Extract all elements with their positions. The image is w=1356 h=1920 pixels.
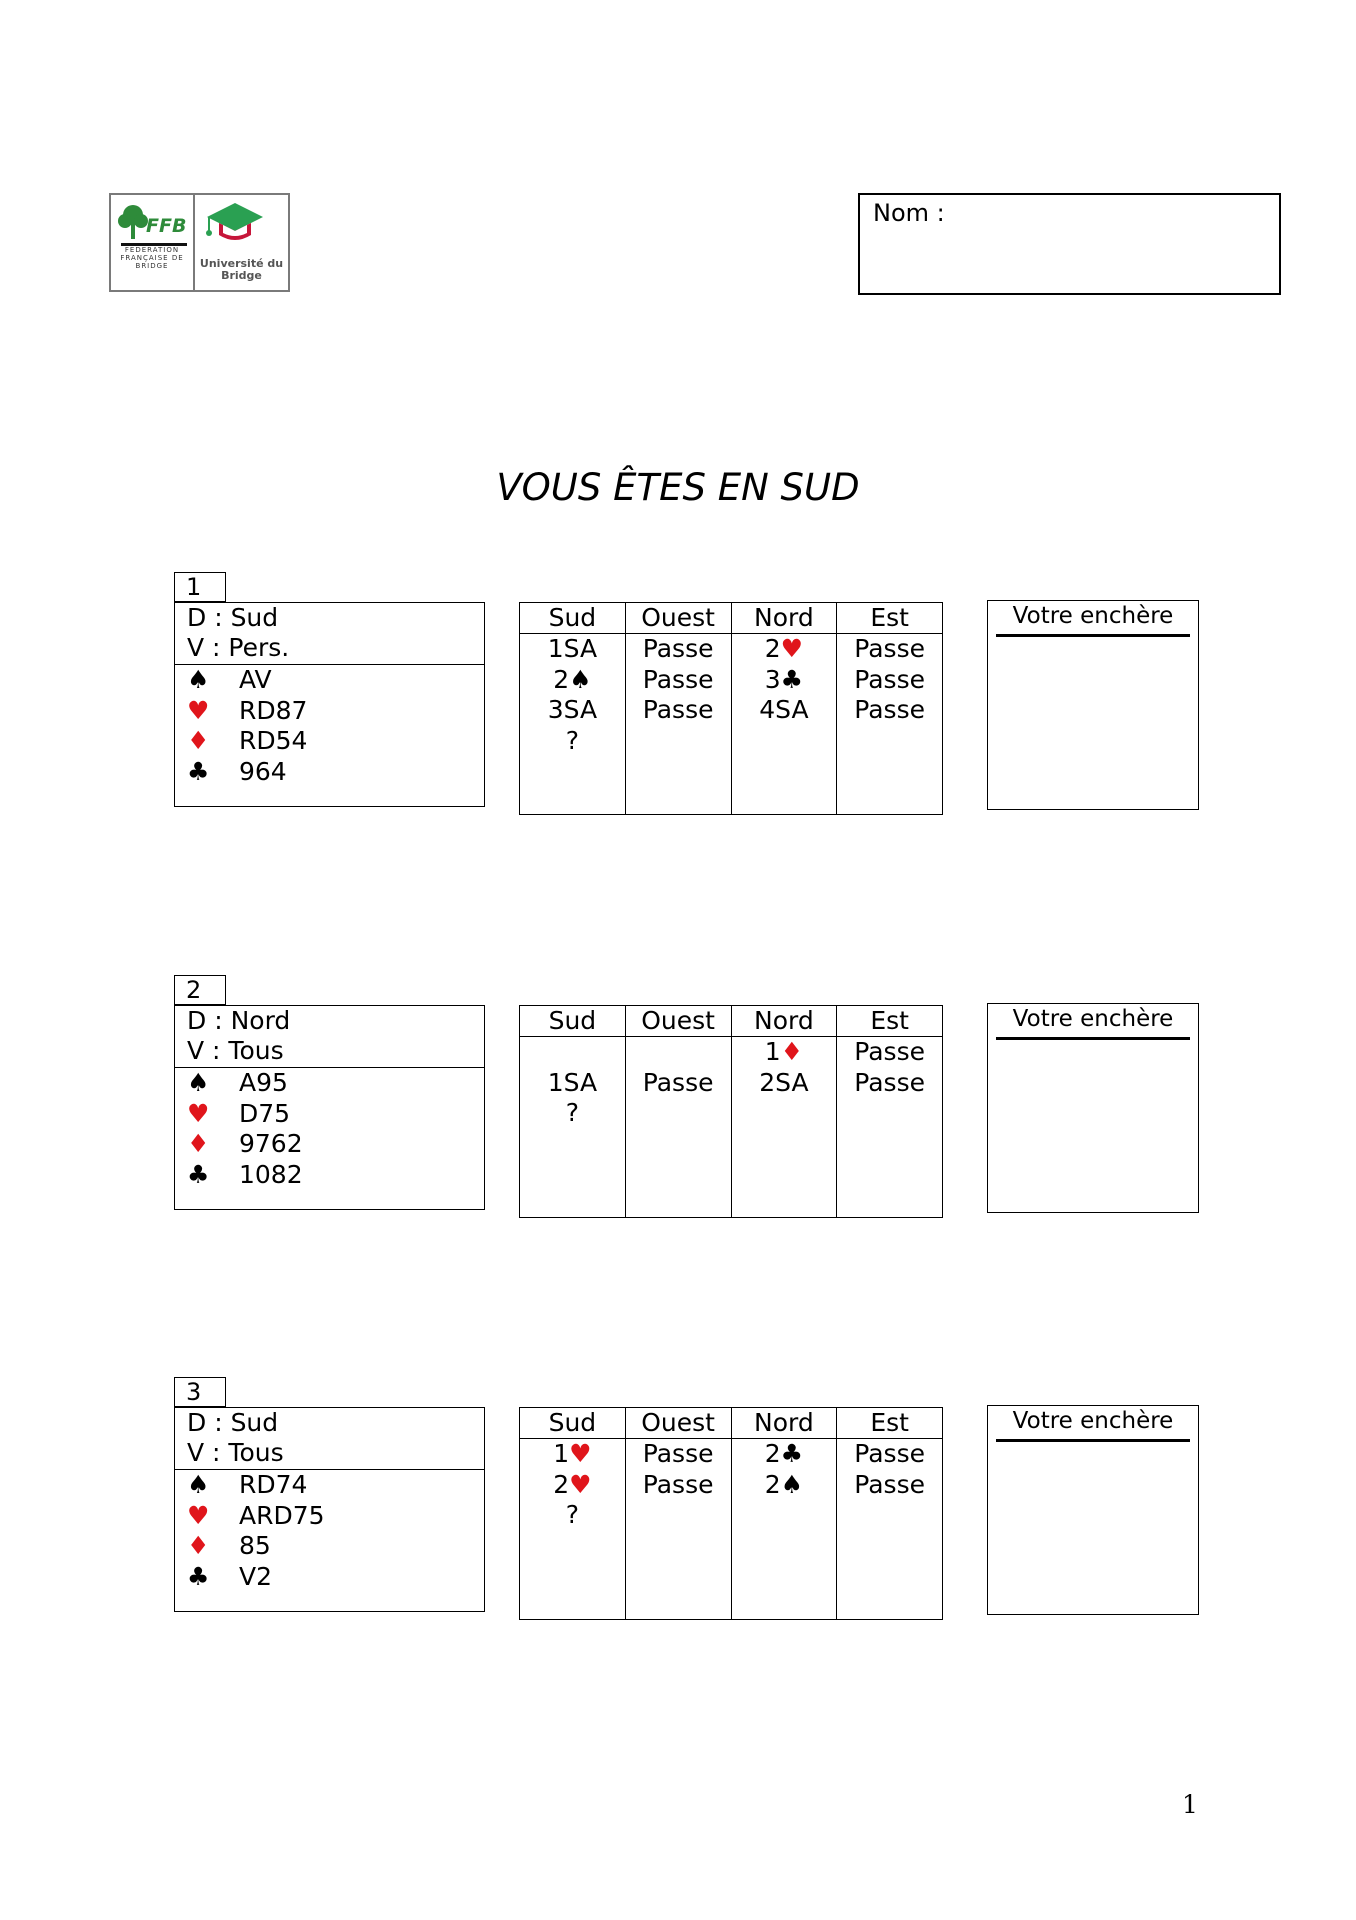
red-suit-icon: ♥ (569, 1439, 592, 1468)
bid-header: Nord (732, 1408, 837, 1439)
red-suit-icon: ♥ (569, 1469, 592, 1499)
bid-header: Nord (732, 603, 837, 634)
diamonds-row (187, 1129, 484, 1160)
answer-box[interactable] (987, 1003, 1199, 1213)
bid-column-ouest (626, 1006, 732, 1217)
bid-cell (520, 1037, 625, 1068)
bid-column-est (837, 603, 942, 814)
spades-row (187, 1068, 484, 1099)
bid-column-est (837, 1006, 942, 1217)
bid-cell: Passe (854, 695, 925, 724)
answer-label: Votre enchère (996, 1406, 1190, 1442)
bid-column-ouest (626, 603, 732, 814)
clubs-cards: 964 (239, 756, 287, 786)
bidding-table (519, 1407, 943, 1620)
hearts-row (187, 1501, 484, 1532)
bid-cell: 1SA (547, 634, 598, 663)
vulnerability-text: V : Tous (187, 1036, 284, 1065)
bid-column-ouest (626, 1408, 732, 1619)
red-suit-icon: ♥ (780, 634, 804, 663)
dealer-text: D : Sud (187, 1408, 279, 1437)
diamond-icon: ♦ (187, 1129, 210, 1158)
club-icon: ♣ (187, 756, 210, 786)
diamond-icon: ♦ (187, 726, 210, 755)
bid-header: Sud (520, 1408, 625, 1439)
ffb-logo (109, 193, 290, 292)
vulnerability-text: V : Pers. (187, 633, 290, 662)
bid-cell: ? (565, 1500, 580, 1529)
bid-cell: 2SA (759, 1067, 809, 1097)
bid-cell: 2♥ (764, 634, 804, 663)
answer-box[interactable] (987, 600, 1199, 810)
bidding-table (519, 1005, 943, 1218)
clubs-row (187, 1562, 484, 1593)
heart-icon: ♥ (187, 695, 210, 725)
bid-cell: 1♦ (764, 1037, 804, 1066)
bid-cell: Passe (642, 634, 714, 663)
answer-label: Votre enchère (996, 601, 1190, 637)
hand-suits (175, 1470, 484, 1592)
bid-column-nord (732, 1006, 838, 1217)
deal-number: 3 (174, 1377, 226, 1407)
hand-header (175, 1006, 484, 1068)
bid-header: Sud (520, 603, 625, 634)
hand-suits (175, 1068, 484, 1190)
hand-card (174, 1407, 485, 1612)
bid-header: Nord (732, 1006, 837, 1037)
bid-cell: Passe (854, 1469, 925, 1499)
clubs-row (187, 757, 484, 788)
bid-cell: ? (565, 725, 580, 755)
diamond-icon: ♦ (187, 1531, 210, 1560)
bid-cell: ? (565, 1098, 580, 1127)
bid-header: Ouest (626, 603, 731, 634)
answer-label: Votre enchère (996, 1004, 1190, 1040)
club-icon: ♣ (187, 1561, 210, 1591)
bid-cell: Passe (642, 664, 714, 694)
bid-column-sud (520, 1408, 626, 1619)
hearts-row (187, 696, 484, 727)
spades-row (187, 1470, 484, 1501)
page-number: 1 (1182, 1790, 1198, 1819)
graduation-cap-icon (199, 201, 289, 257)
bid-header: Est (837, 1006, 942, 1037)
name-label: Nom : (873, 199, 945, 227)
bid-cell: 2♣ (764, 1439, 804, 1468)
hand-card (174, 602, 485, 807)
red-suit-icon: ♦ (780, 1037, 804, 1066)
bid-cell: Passe (642, 1469, 714, 1499)
hand-suits (175, 665, 484, 787)
bidding-table (519, 602, 943, 815)
spades-cards: RD74 (239, 1470, 308, 1499)
hand-header (175, 603, 484, 665)
diamonds-row (187, 726, 484, 757)
bid-cell: Passe (854, 1439, 925, 1468)
deal-number: 1 (174, 572, 226, 602)
dealer-text: D : Sud (187, 603, 279, 632)
bid-cell: Passe (642, 1067, 714, 1097)
deal-number: 2 (174, 975, 226, 1005)
bid-cell: 1♥ (553, 1439, 592, 1468)
hearts-row (187, 1099, 484, 1130)
bid-column-sud (520, 603, 626, 814)
ffb-logo-panel (111, 195, 195, 290)
bid-cell: Passe (854, 1067, 925, 1097)
bid-cell: Passe (854, 1037, 925, 1066)
bid-cell: 2♠ (764, 1469, 804, 1499)
bid-header: Est (837, 1408, 942, 1439)
ffb-caption: FEDERATION FRANÇAISE DE BRIDGE (120, 246, 184, 270)
hearts-cards: RD87 (239, 695, 308, 725)
answer-box[interactable] (987, 1405, 1199, 1615)
bid-cell (626, 1037, 731, 1068)
heart-icon: ♥ (187, 1098, 210, 1128)
spade-icon: ♠ (187, 1068, 210, 1097)
diamonds-row (187, 1531, 484, 1562)
bid-column-sud (520, 1006, 626, 1217)
spade-icon: ♠ (187, 665, 210, 694)
hand-header (175, 1408, 484, 1470)
bid-cell: Passe (854, 634, 925, 663)
bid-cell: Passe (642, 1439, 714, 1468)
diamonds-cards: RD54 (239, 726, 308, 755)
dealer-text: D : Nord (187, 1006, 291, 1035)
bid-header: Est (837, 603, 942, 634)
clubs-cards: V2 (239, 1561, 273, 1591)
diamonds-cards: 85 (239, 1531, 271, 1560)
club-icon: ♣ (187, 1159, 210, 1189)
diamonds-cards: 9762 (239, 1129, 303, 1158)
bid-cell: 3♣ (764, 664, 804, 694)
hearts-cards: D75 (239, 1098, 291, 1128)
spade-icon: ♠ (187, 1470, 210, 1499)
bid-cell: Passe (642, 695, 714, 724)
bid-column-est (837, 1408, 942, 1619)
spades-cards: AV (239, 665, 272, 694)
bid-cell: 2♠ (553, 664, 592, 694)
ffb-wordmark: FFB (146, 215, 187, 237)
bid-cell: 1SA (547, 1067, 598, 1097)
bid-header: Ouest (626, 1408, 731, 1439)
bid-header: Sud (520, 1006, 625, 1037)
heart-icon: ♥ (187, 1500, 210, 1530)
vulnerability-text: V : Tous (187, 1438, 284, 1467)
bid-header: Ouest (626, 1006, 731, 1037)
ub-caption: Université du Bridge (199, 257, 284, 282)
bid-cell: 2♥ (553, 1469, 592, 1499)
bid-cell: Passe (854, 664, 925, 694)
bid-cell: 4SA (759, 695, 809, 724)
page-title: VOUS ÊTES EN SUD (496, 466, 860, 509)
name-field[interactable] (858, 193, 1281, 295)
hearts-cards: ARD75 (239, 1500, 325, 1530)
clubs-row (187, 1160, 484, 1191)
bid-cell: 3SA (547, 695, 598, 724)
tree-icon (113, 199, 193, 247)
spades-cards: A95 (239, 1068, 288, 1097)
bid-column-nord (732, 603, 838, 814)
spades-row (187, 665, 484, 696)
ub-logo-panel (195, 195, 288, 290)
bid-column-nord (732, 1408, 838, 1619)
clubs-cards: 1082 (239, 1159, 303, 1189)
hand-card (174, 1005, 485, 1210)
